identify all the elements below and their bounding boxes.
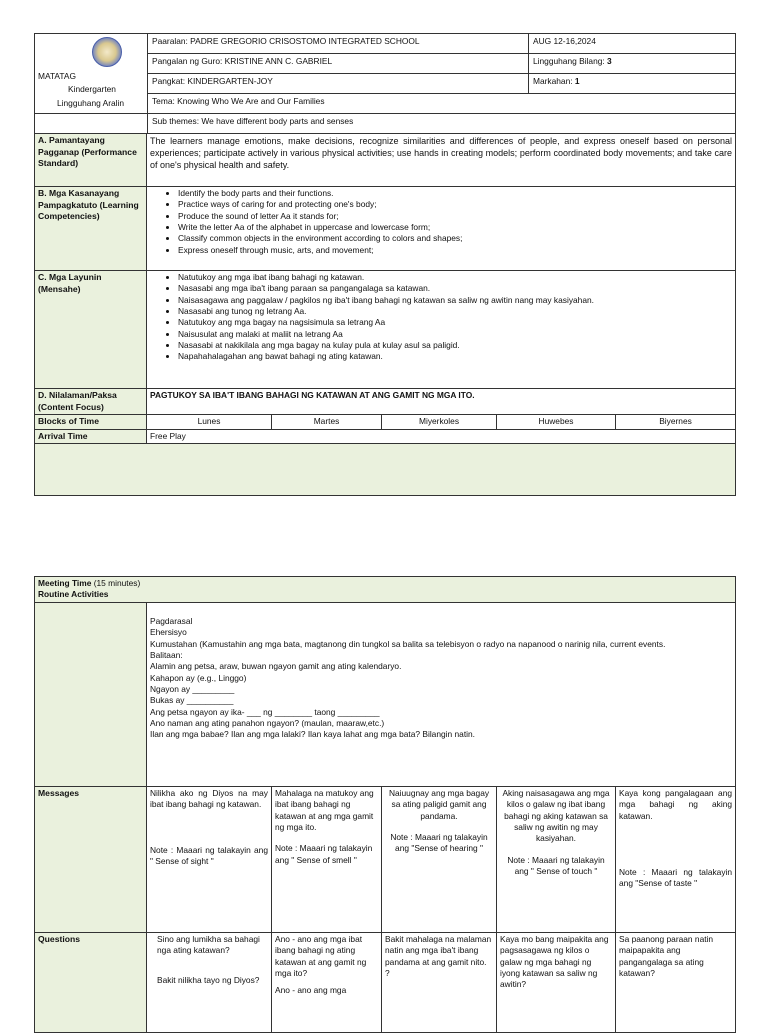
objective-item: • Nasasabi ang mga iba't ibang paraan sa pangangalaga sa katawan. (178, 283, 732, 294)
routine-line: Balitaan: (150, 650, 183, 661)
routine-line: Ang petsa ngayon ay ika- ___ ng ________ taong _________ (150, 706, 380, 717)
meeting-header (35, 577, 736, 603)
week-value: 3 (607, 56, 612, 66)
message-text: Nilikha ako ng Diyos na may ibat ibang bahagi ng katawan. (150, 788, 268, 810)
section-d-label: D. Nilalaman/Paksa (Content Focus) (35, 389, 147, 415)
routine-line: Ano naman ang ating panahon ngayon? (maulan, maaraw,etc.) (150, 718, 385, 729)
question-text: Ano - ano ang mga ibat ibang bahagi ng ating katawan at ang gamit ng mga ito? (275, 934, 367, 979)
section-c-label: C. Mga Layunin (Mensahe) (35, 271, 147, 389)
header-left-line-2: Kindergarten (68, 84, 116, 94)
subtheme: Sub themes: We have different body parts and senses (148, 114, 736, 134)
objective-item: • Natutukoy ang mga bagay na nagsisimula sa letrang Aa (178, 317, 732, 328)
header-left-line-3: Lingguhang Aralin (57, 98, 125, 108)
competency-item: • Produce the sound of letter Aa it stands for; (178, 211, 732, 222)
competency-list (150, 188, 732, 256)
objectives-list (150, 272, 732, 363)
question-cell-4 (497, 933, 616, 1033)
teacher-name: Pangalan ng Guro: KRISTINE ANN C. GABRIEL (148, 54, 529, 74)
message-note: Note : Maaari ng talakayin ang " Sense of touch " (507, 854, 605, 877)
objective-item: • Naisusulat ang malaki at maliit na letrang Aa (178, 329, 732, 340)
meeting-table (34, 576, 736, 1033)
routine-line: Ilan ang mga babae? Ilan ang mga lalaki? Ilan kaya lahat ang mga bata? Bilangin natin. (150, 729, 475, 740)
message-cell-1 (147, 787, 272, 933)
day-wednesday: Miyerkoles (382, 415, 497, 430)
routine-lines (150, 616, 732, 741)
competency-item: • Practice ways of caring for and protecting one's body; (178, 199, 732, 210)
question-text: Kaya mo bang maipakita ang pagsasagawa ng kilos o galaw ng mga bahagi ng iyong katawan sa saliw ng awitin? (500, 934, 609, 990)
meeting-title: Meeting Time (38, 578, 92, 588)
arrival-label: Arrival Time (35, 429, 147, 444)
section-c-cell (147, 271, 736, 389)
day-tuesday: Martes (272, 415, 382, 430)
question-text: Bakit mahalaga na malaman natin ang mga iba't ibang pandama at ang gamit nito. ? (385, 934, 492, 979)
deped-seal-icon (92, 37, 122, 67)
header-left-cell (35, 34, 148, 114)
objective-item: • Nasasabi at nakikilala ang mga bagay na kulay pula at kulay asul sa paligid. (178, 340, 732, 351)
question-extra: Ano - ano ang mga (275, 985, 347, 996)
competency-item: • Classify common objects in the environment according to colors and shapes; (178, 233, 732, 244)
messages-label: Messages (35, 787, 147, 933)
routine-label-cell (35, 603, 147, 787)
question-cell-3 (382, 933, 497, 1033)
objective-item: • Nasasabi ang tunog ng letrang Aa. (178, 306, 732, 317)
question-cell-1 (147, 933, 272, 1033)
objective-item: • Natutukoy ang mga ibat ibang bahagi ng katawan. (178, 272, 732, 283)
competency-item: • Express oneself through music, arts, and movement; (178, 245, 732, 256)
message-note: Note : Maaari ng talakayin ang " Sense of sight " (150, 844, 268, 867)
message-cell-4 (497, 787, 616, 933)
routine-line: Ehersisyo (150, 627, 187, 638)
routine-line: Bukas ay __________ (150, 695, 234, 706)
question-text: Sa paanong paraan natin maipapakita ang pangangalaga sa ating katawan? (619, 934, 714, 979)
message-cell-3 (382, 787, 497, 933)
date-range: AUG 12-16,2024 (529, 34, 736, 54)
header-left-bottom (35, 114, 148, 134)
question-text: Sino ang lumikha sa bahagi nga ating katawan? (157, 934, 260, 956)
message-note: Note : Maaari ng talakayin ang "Sense of taste " (619, 867, 733, 889)
school-name: Paaralan: PADRE GREGORIO CRISOSTOMO INTEGRATED SCHOOL (148, 34, 529, 54)
routine-cell (147, 603, 736, 787)
question-cell-5 (616, 933, 736, 1033)
day-thursday: Huwebes (497, 415, 616, 430)
plan-table (34, 133, 736, 496)
header-left-line-1: MATATAG (38, 71, 76, 81)
routine-line: Ngayon ay _________ (150, 684, 235, 695)
objective-item: • Napahahalagahan ang bawat bahagi ng ating katawan. (178, 351, 732, 362)
day-monday: Lunes (147, 415, 272, 430)
message-text: Kaya kong pangalagaan ang mga bahagi ng aking katawan. (619, 788, 733, 821)
objective-item: • Naisasagawa ang paggalaw / pagkilos ng iba't ibang bahagi ng katawan sa saliw ng awitin nang may kasiyahan. (178, 295, 732, 306)
header-table (34, 33, 736, 134)
quarter-value: 1 (574, 76, 580, 86)
competency-item: • Write the letter Aa of the alphabet in uppercase and lowercase form; (178, 222, 732, 233)
questions-label: Questions (35, 933, 147, 1033)
section-b-cell (147, 187, 736, 271)
question-cell-2 (272, 933, 382, 1033)
week-cell (529, 54, 736, 74)
routine-line: Pagdarasal (150, 616, 193, 626)
message-text: Aking naisasagawa ang mga kilos o galaw ng ibat ibang bahagi ng aking katawan sa saliw ng awitin ng may kasiyahan. (502, 788, 610, 844)
arrival-text: Free Play (147, 429, 736, 444)
routine-line: Alamin ang petsa, araw, buwan ngayon gamit ang ating kalendaryo. (150, 661, 402, 672)
question-extra: Bakit nilikha tayo ng Diyos? (157, 974, 260, 985)
blocks-label: Blocks of Time (35, 415, 147, 430)
message-text: Mahalaga na matukoy ang ibat ibang bahagi ng katawan at ang mga gamit ng mga ito. (275, 788, 374, 833)
message-text: Naiuugnay ang mga bagay sa ating paligid gamit ang pandama. (388, 788, 490, 821)
routine-line: Kahapon ay (e.g., Linggo) (150, 672, 247, 683)
section-d-text: PAGTUKOY SA IBA'T IBANG BAHAGI NG KATAWAN AT ANG GAMIT NG MGA ITO. (147, 389, 736, 415)
meeting-subtitle: Routine Activities (38, 589, 109, 600)
message-note: Note : Maaari ng talakayin ang "Sense of hearing " (390, 832, 488, 854)
routine-line: Kumustahan (Kamustahin ang mga bata, magtanong din tungkol sa balita sa telebisyon o radyo na napanood o narinig nila, current events. (150, 638, 666, 649)
section-a-label: A. Pamantayang Pagganap (Performance Standard) (35, 134, 147, 187)
message-cell-5 (616, 787, 736, 933)
quarter-label: Markahan: (533, 76, 575, 86)
section-b-label: B. Mga Kasanayang Pampagkatuto (Learning Competencies) (35, 187, 147, 271)
quarter-cell (529, 74, 736, 94)
section-a-text: The learners manage emotions, make decisions, recognize similarities and differences of people, and express oneself based on personal experiences; participate actively in various physical activities; use hands in creating models; perform coordinated body movements; and take care of one's physical health and safety. (147, 134, 736, 187)
day-friday: Biyernes (616, 415, 736, 430)
arrival-blank (35, 444, 736, 496)
competency-item: • Identify the body parts and their functions. (178, 188, 732, 199)
week-label: Lingguhang Bilang: (533, 56, 608, 66)
message-note: Note : Maaari ng talakayin ang " Sense of smell " (275, 843, 373, 865)
message-cell-2 (272, 787, 382, 933)
section-name: Pangkat: KINDERGARTEN-JOY (148, 74, 529, 94)
meeting-duration: (15 minutes) (91, 578, 141, 588)
theme: Tema: Knowing Who We Are and Our Families (148, 94, 736, 114)
